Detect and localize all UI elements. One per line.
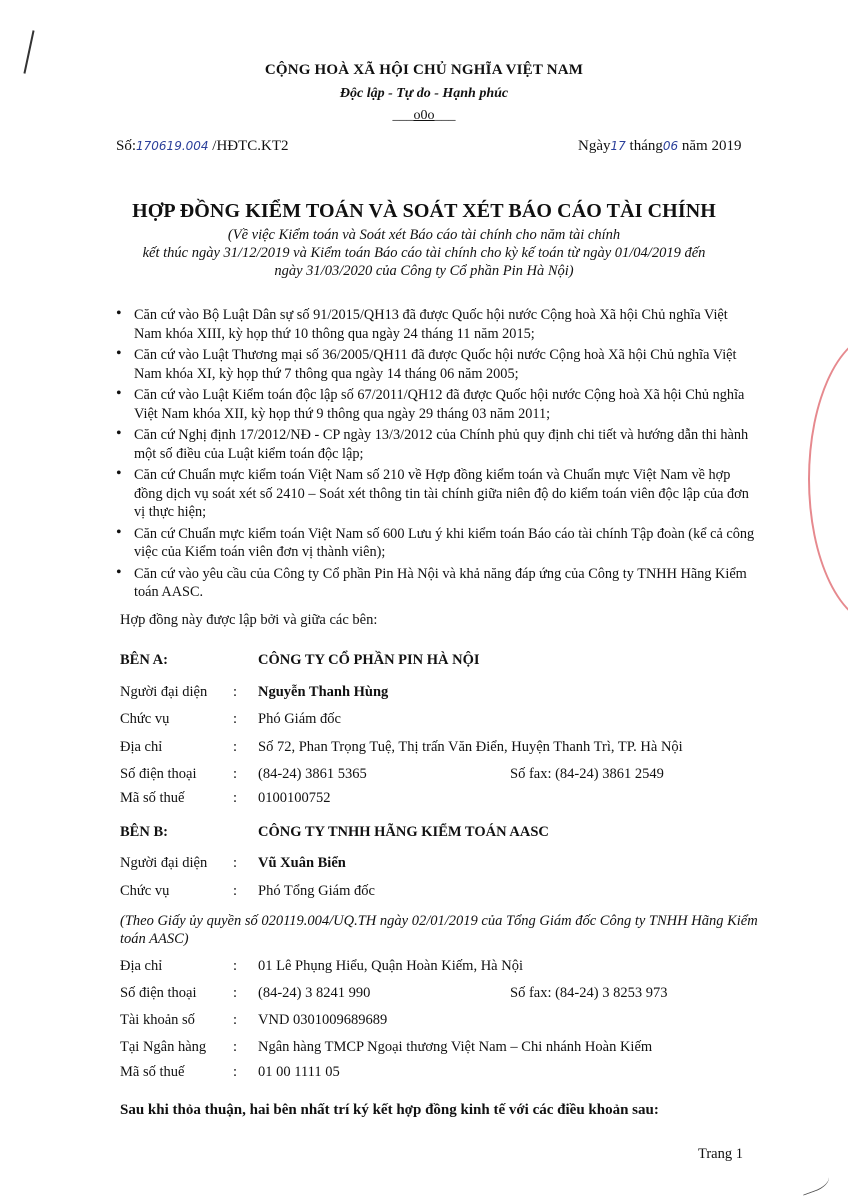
field-colon: :	[233, 766, 238, 782]
nation-header: CỘNG HOÀ XÃ HỘI CHỦ NGHĨA VIỆT NAM	[264, 62, 584, 78]
field-colon: :	[233, 883, 238, 899]
legal-basis-item: • Căn cứ Chuẩn mực kiểm toán Việt Nam số 210 về Hợp đồng kiểm toán và Chuẩn mực Việt Nam về hợp đồng dịch vụ soát xét số 2410 – Soát xét thông tin tài chính giữa niên độ do kiểm toán viên độc lập của đơn vị thực hiện;	[110, 466, 755, 522]
field-label: Tại Ngân hàng	[120, 1039, 207, 1055]
party-b-account: VND 0301009689689	[258, 1012, 388, 1028]
doc-number-handwritten: 170619.004	[136, 139, 209, 153]
party-b-representative-row	[120, 855, 760, 875]
legal-basis-item: • Căn cứ vào Luật Kiểm toán độc lập số 67/2011/QH12 đã được Quốc hội nước Cộng hoà Xã hội Chủ nghĩa Việt Nam khóa XII, kỳ họp thứ 9 thông qua ngày 29 tháng 03 năm 2011;	[110, 386, 755, 423]
party-a-name: CÔNG TY CỔ PHẦN PIN HÀ NỘI	[258, 652, 480, 668]
field-label: Mã số thuế	[120, 790, 185, 806]
field-label: Tài khoản số	[120, 1012, 195, 1028]
agreement-statement: Sau khi thỏa thuận, hai bên nhất trí ký kết hợp đồng kinh tế với các điều khoản sau:	[120, 1102, 659, 1118]
field-colon: :	[233, 739, 238, 755]
field-label: Người đại diện	[120, 684, 208, 700]
party-a-address: Số 72, Phan Trọng Tuệ, Thị trấn Văn Điển, Huyện Thanh Trì, TP. Hà Nội	[258, 739, 683, 755]
party-b-phone: (84-24) 3 8241 990	[258, 985, 371, 1001]
field-colon: :	[233, 1064, 238, 1080]
field-colon: :	[233, 1012, 238, 1028]
party-b-name: CÔNG TY TNHH HÃNG KIỂM TOÁN AASC	[258, 824, 549, 840]
legal-basis-item: • Căn cứ vào yêu cầu của Công ty Cổ phần Pin Hà Nội và khả năng đáp ứng của Công ty TNHH Hãng Kiểm toán AASC.	[110, 565, 755, 602]
date-month-label: tháng	[629, 138, 663, 154]
field-colon: :	[233, 711, 238, 727]
party-b-tax: 01 00 1111 05	[258, 1064, 340, 1080]
contract-title: HỢP ĐỒNG KIỂM TOÁN VÀ SOÁT XÉT BÁO CÁO TÀI CHÍNH	[132, 200, 716, 222]
contract-subtitle	[0, 226, 848, 280]
subtitle-line: kết thúc ngày 31/12/2019 và Kiểm toán Báo cáo tài chính cho kỳ kế toán từ ngày 01/04/2019 đến	[142, 245, 706, 261]
party-a-heading	[120, 652, 760, 672]
document-number	[116, 138, 289, 155]
field-label: Mã số thuế	[120, 1064, 185, 1080]
party-a-address-row	[120, 739, 760, 759]
party-a-tax-row	[120, 790, 760, 810]
party-a-label: BÊN A:	[120, 652, 168, 668]
handwritten-initial-mark	[798, 1171, 831, 1195]
date-month-handwritten: 06	[662, 139, 679, 153]
party-b-position-row	[120, 883, 760, 903]
national-motto: Độc lập - Tự do - Hạnh phúc	[339, 86, 509, 101]
red-company-seal	[808, 332, 848, 626]
party-b-label: BÊN B:	[120, 824, 168, 840]
header-separator: ___o0o___	[392, 108, 456, 123]
field-colon: :	[233, 684, 238, 700]
field-label: Người đại diện	[120, 855, 208, 871]
field-colon: :	[233, 958, 238, 974]
party-b-phone-row	[120, 985, 760, 1005]
party-a-position: Phó Giám đốc	[258, 711, 341, 727]
party-a-fax: Số fax: (84-24) 3861 2549	[510, 766, 664, 782]
party-b-position: Phó Tổng Giám đốc	[258, 883, 375, 899]
field-label: Số điện thoại	[120, 985, 197, 1001]
party-b-address: 01 Lê Phụng Hiểu, Quận Hoàn Kiếm, Hà Nội	[258, 958, 523, 974]
date-day-handwritten: 17	[610, 139, 626, 153]
legal-bases-list	[110, 306, 755, 605]
date-year: năm 2019	[681, 138, 742, 154]
party-a-phone: (84-24) 3861 5365	[258, 766, 367, 782]
party-b-bank: Ngân hàng TMCP Ngoại thương Việt Nam – Chi nhánh Hoàn Kiếm	[258, 1039, 653, 1055]
field-colon: :	[233, 1039, 238, 1055]
field-label: Địa chỉ	[120, 739, 163, 755]
subtitle-line: ngày 31/03/2020 của Công ty Cổ phần Pin Hà Nội)	[274, 263, 574, 279]
field-label: Chức vụ	[120, 883, 170, 899]
party-a-representative-row	[120, 684, 760, 704]
legal-basis-item: • Căn cứ Chuẩn mực kiểm toán Việt Nam số 600 Lưu ý khi kiểm toán Báo cáo tài chính Tập đoàn (kể cả công việc của Kiểm toán viên đơn vị thành viên);	[110, 525, 755, 562]
party-b-fax: Số fax: (84-24) 3 8253 973	[510, 985, 668, 1001]
party-a-phone-row	[120, 766, 760, 786]
party-b-heading	[120, 824, 760, 844]
field-colon: :	[233, 985, 238, 1001]
party-a-representative: Nguyễn Thanh Hùng	[258, 684, 389, 700]
legal-basis-item: • Căn cứ vào Bộ Luật Dân sự số 91/2015/QH13 đã được Quốc hội nước Cộng hoà Xã hội Chủ nghĩa Việt Nam khóa XIII, kỳ họp thứ 10 thông qua ngày 24 tháng 11 năm 2015;	[110, 306, 755, 343]
subtitle-line: (Về việc Kiểm toán và Soát xét Báo cáo tài chính cho năm tài chính	[227, 227, 621, 243]
legal-basis-item: • Căn cứ Nghị định 17/2012/NĐ - CP ngày 13/3/2012 của Chính phủ quy định chi tiết và hướng dẫn thi hành một số điều của Luật kiểm toán độc lập;	[110, 426, 755, 463]
field-colon: :	[233, 855, 238, 871]
field-label: Số điện thoại	[120, 766, 197, 782]
doc-number-prefix: Số:	[116, 138, 137, 154]
doc-number-suffix: /HĐTC.KT2	[212, 138, 289, 154]
field-colon: :	[233, 790, 238, 806]
field-label: Chức vụ	[120, 711, 170, 727]
party-b-tax-row	[120, 1064, 760, 1084]
date-day-label: Ngày	[578, 138, 611, 154]
separator-text: o0o	[413, 108, 435, 123]
party-a-tax: 0100100752	[258, 790, 331, 806]
party-a-position-row	[120, 711, 760, 731]
party-b-bank-row	[120, 1039, 760, 1059]
party-b-authorization-note: (Theo Giấy ủy quyền số 020119.004/UQ.TH ngày 02/01/2019 của Tổng Giám đốc Công ty TNHH Hãng Kiểm toán AASC)	[120, 913, 758, 947]
page-number: Trang 1	[698, 1146, 743, 1162]
party-b-address-row	[120, 958, 760, 978]
parties-intro: Hợp đồng này được lập bởi và giữa các bên:	[120, 612, 378, 628]
field-label: Địa chỉ	[120, 958, 163, 974]
party-b-account-row	[120, 1012, 760, 1032]
document-date	[578, 138, 741, 155]
party-b-representative: Vũ Xuân Biển	[258, 855, 346, 871]
legal-basis-item: • Căn cứ vào Luật Thương mại số 36/2005/QH11 đã được Quốc hội nước Cộng hoà Xã hội Chủ nghĩa Việt Nam khóa XI, kỳ họp thứ 7 thông qua ngày 14 tháng 06 năm 2005;	[110, 346, 755, 383]
